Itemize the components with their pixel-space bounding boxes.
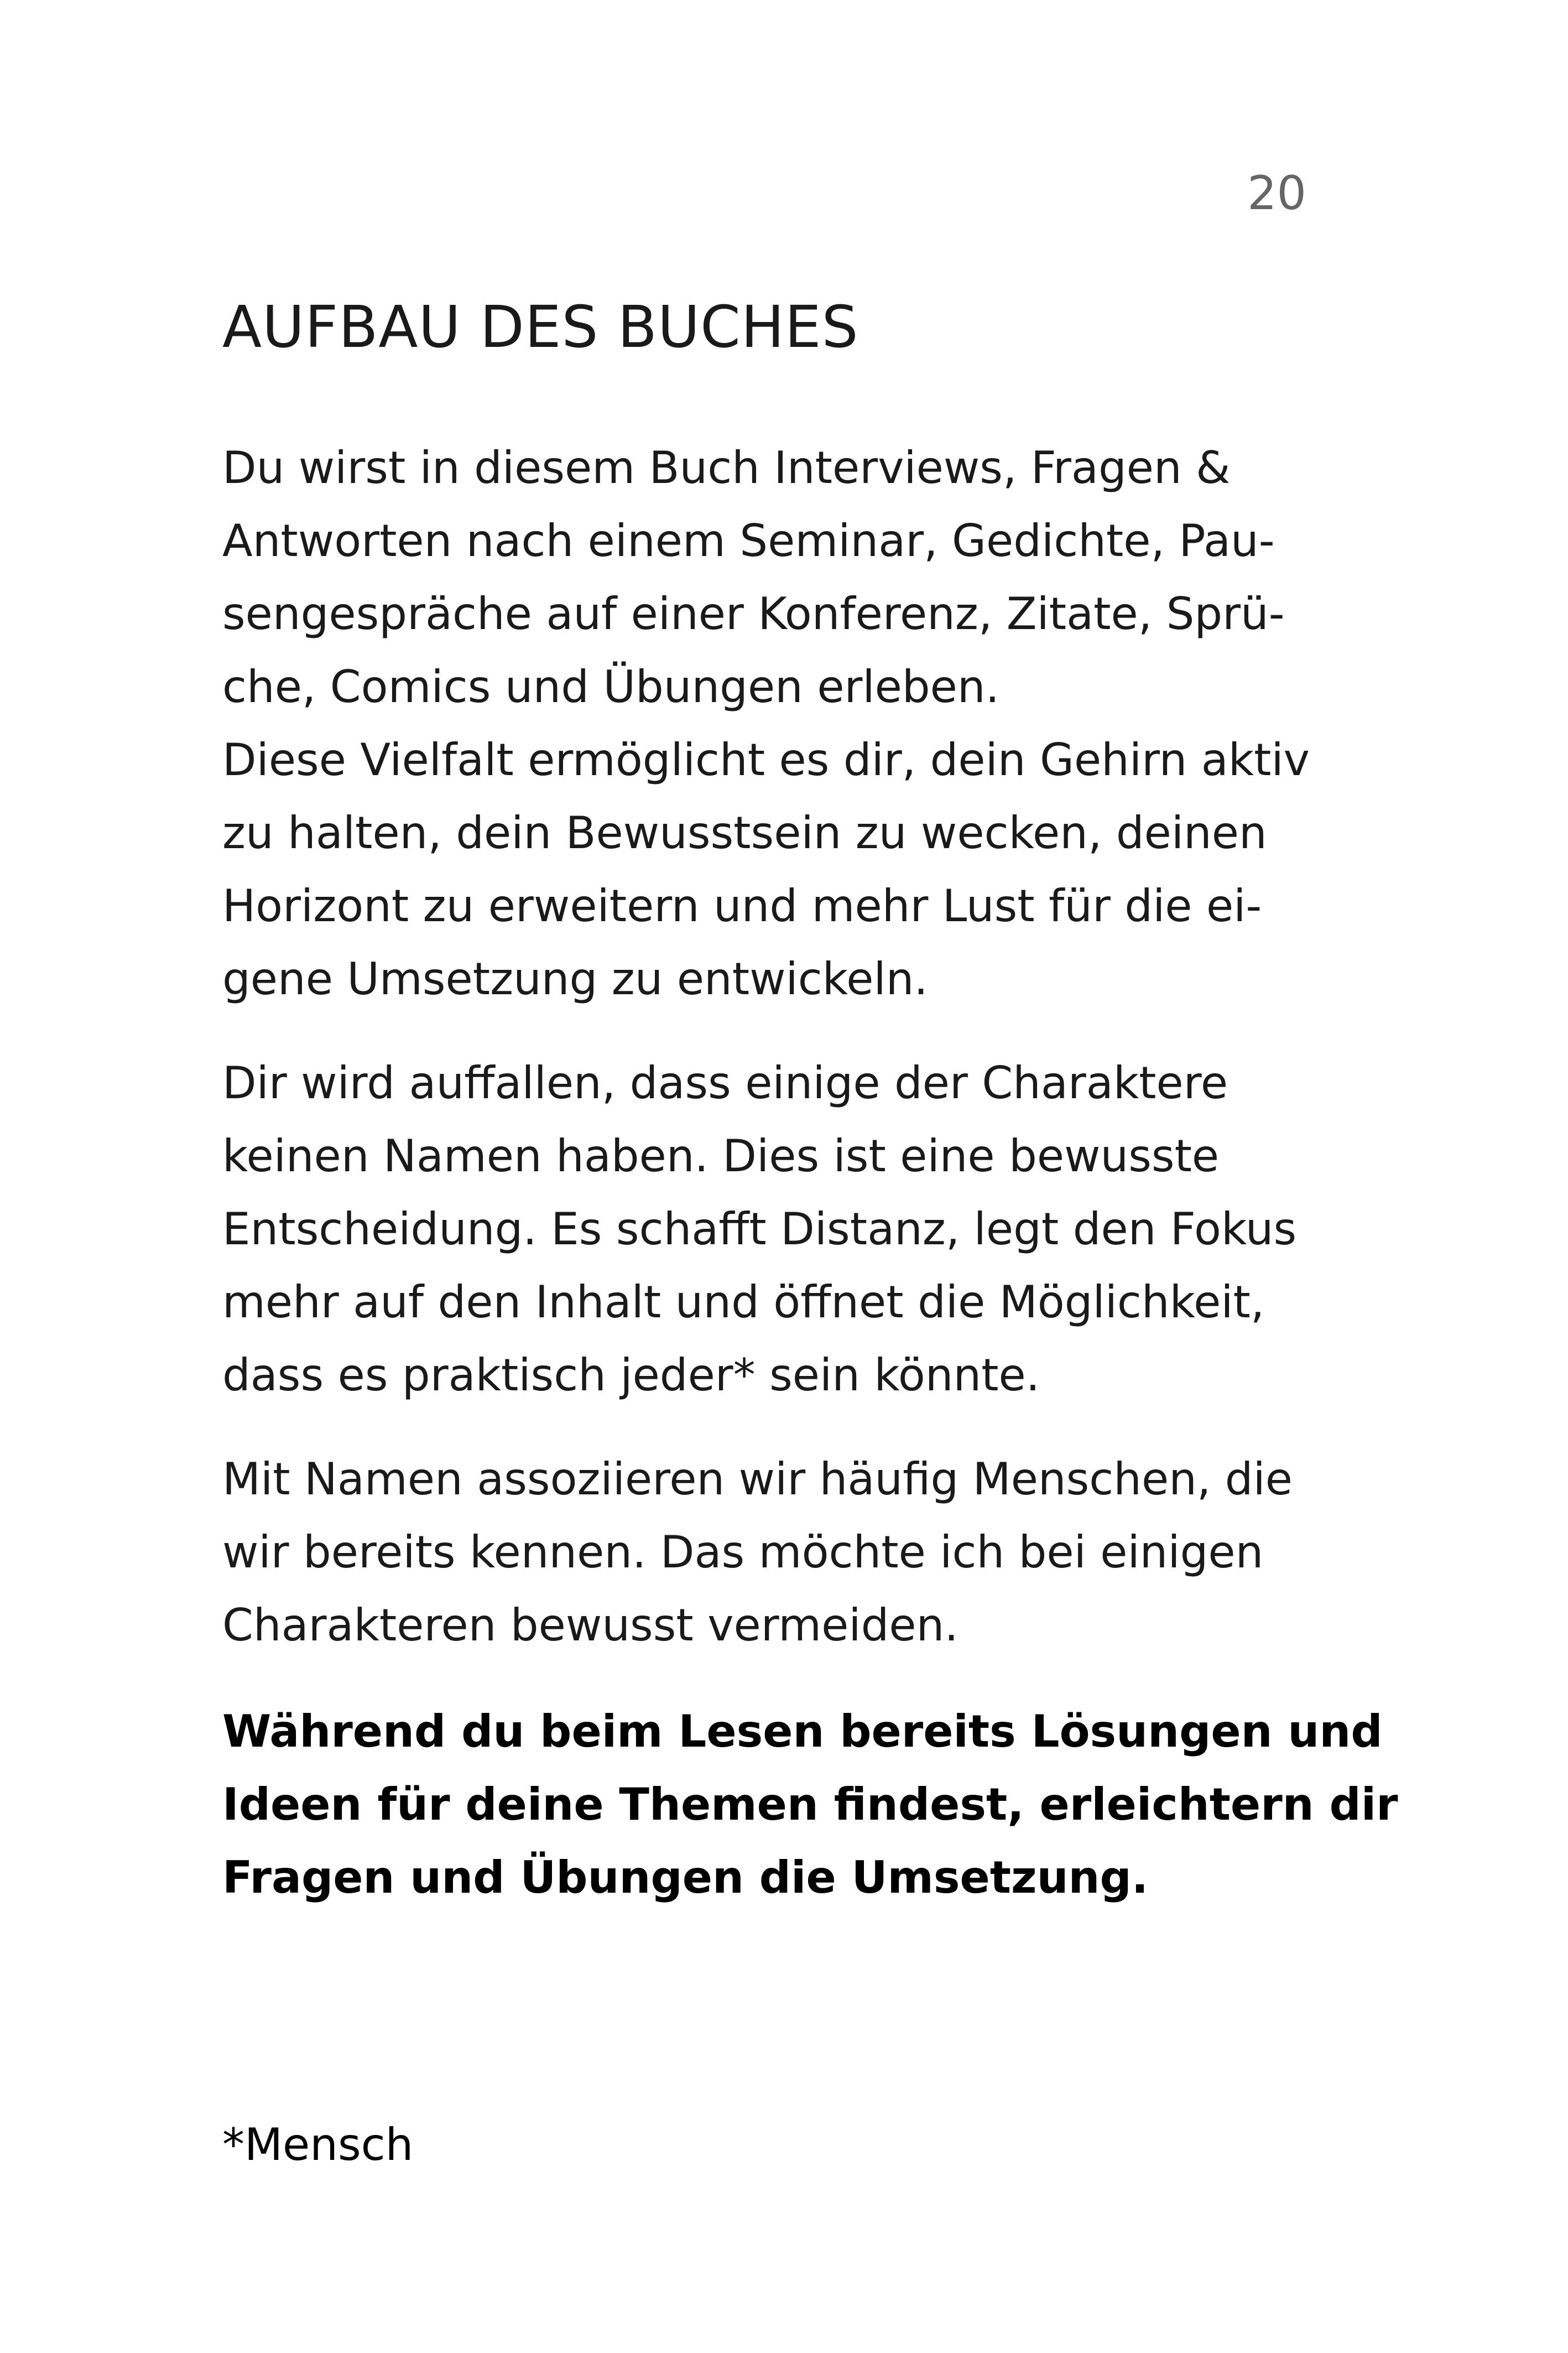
paragraph-emphasis [222,1695,1398,1914]
text-line: dass es praktisch jeder* sein könnte. [222,1349,1040,1401]
text-line: Antworten nach einem Seminar, Gedichte, Pau- [222,515,1275,567]
text-line: keinen Namen haben. Dies ist eine bewusste [222,1130,1220,1182]
text-line: Diese Vielfalt ermöglicht es dir, dein Gehirn aktiv [222,734,1310,786]
body-text [222,432,1398,1945]
paragraph-intro [222,432,1351,1016]
paragraph-characters [222,1047,1351,1412]
text-line: Horizont zu erweitern und mehr Lust für die ei- [222,880,1262,932]
text-line: sengespräche auf einer Konferenz, Zitate, Sprü- [222,588,1285,640]
text-line: Dir wird auffallen, dass einige der Charaktere [222,1057,1228,1109]
text-line: che, Comics und Übungen erleben. [222,661,999,713]
text-line: mehr auf den Inhalt und öffnet die Möglichkeit, [222,1276,1265,1328]
text-line: Ideen für deine Themen findest, erleichtern dir [222,1779,1398,1830]
text-line: Fragen und Übungen die Umsetzung. [222,1852,1149,1903]
text-line: gene Umsetzung zu entwickeln. [222,953,928,1005]
footnote: *Mensch [222,2119,414,2170]
page-number: 20 [1247,166,1306,220]
chapter-title: AUFBAU DES BUCHES [222,293,859,361]
text-line: Charakteren bewusst vermeiden. [222,1599,958,1651]
paragraph-names [222,1443,1351,1662]
text-line: zu halten, dein Bewusstsein zu wecken, deinen [222,807,1267,859]
text-line: Du wirst in diesem Buch Interviews, Fragen & [222,442,1231,494]
text-line: Entscheidung. Es schafft Distanz, legt den Fokus [222,1203,1297,1255]
text-line: Mit Namen assoziieren wir häufig Menschen, die [222,1453,1293,1505]
text-line: Während du beim Lesen bereits Lösungen und [222,1706,1383,1757]
text-line: wir bereits kennen. Das möchte ich bei einigen [222,1526,1264,1578]
